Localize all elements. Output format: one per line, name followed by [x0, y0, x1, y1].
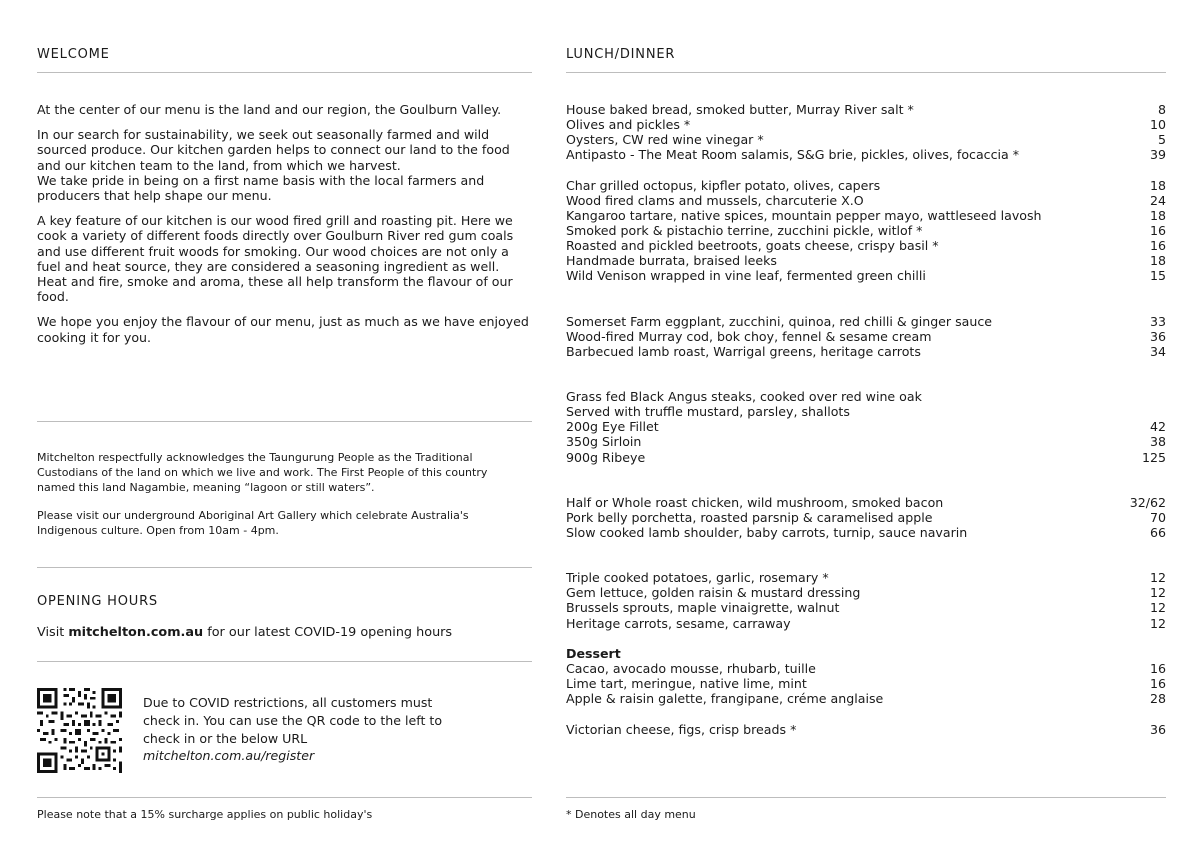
item-price: 16: [1149, 660, 1166, 676]
item-name: House baked bread, smoked butter, Murray River salt *: [566, 102, 914, 117]
menu-item: [566, 495, 1166, 510]
item-price: 8: [1157, 102, 1166, 117]
item-price: 36: [1149, 328, 1166, 344]
menu-item: [566, 585, 1166, 600]
item-name: 350g Sirloin: [566, 434, 642, 450]
item-name: Gem lettuce, golden raisin & mustard dressing: [566, 585, 861, 601]
item-name: Somerset Farm eggplant, zucchini, quinoa, red chilli & ginger sauce: [566, 313, 993, 329]
item-name: Wood-fired Murray cod, bok choy, fennel & sesame cream: [566, 328, 932, 344]
acknowledgement-text: Mitchelton respectfully acknowledges the Taungurung People as the Traditional Custodians of the land on which we live and work. The First People of this country named this land Nagambie, meaning “lagoon or still waters”.: [37, 451, 488, 494]
gallery-text: Please visit our underground Aboriginal Art Gallery which celebrate Australia's Indigenous culture. Open from 10am - 4pm.: [37, 509, 469, 538]
menu-item: [566, 661, 1166, 676]
menu-item: [566, 132, 1166, 147]
menu-group-starters: [566, 102, 1166, 163]
menu-item: [566, 570, 1166, 585]
menu-item: [566, 616, 1166, 631]
divider: [37, 567, 532, 568]
item-price: 33: [1149, 313, 1166, 329]
item-name: Smoked pork & pistachio terrine, zucchini pickle, witlof *: [566, 222, 923, 238]
item-name: Heritage carrots, sesame, carraway: [566, 615, 791, 631]
item-name: Pork belly porchetta, roasted parsnip & caramelised apple: [566, 509, 933, 525]
menu-item: [566, 329, 1166, 344]
welcome-text: [37, 102, 532, 355]
menu-item: [566, 208, 1166, 223]
item-price: 18: [1149, 177, 1166, 193]
item-price: 12: [1149, 615, 1166, 631]
item-name: Char grilled octopus, kipfler potato, olives, capers: [566, 177, 881, 193]
menu-group-small-plates: [566, 178, 1166, 284]
item-price: 15: [1149, 268, 1166, 284]
menu-list: [566, 102, 1166, 737]
menu-group-steaks: [566, 389, 1166, 465]
hours-prefix: Visit: [37, 625, 69, 640]
acknowledgement: [37, 451, 517, 553]
item-price: 12: [1149, 585, 1166, 601]
menu-item: [566, 510, 1166, 525]
item-name: 900g Ribeye: [566, 449, 646, 465]
welcome-paragraph: In our search for sustainability, we seek out seasonally farmed and wild sourced produce. Our kitchen garden helps to connect our land to the food and our kitchen team to the land, from which we harvest. We take pride in being on a first name basis with the local farmers and producers that help shape our menu.: [37, 127, 510, 204]
menu-item: [566, 344, 1166, 359]
menu-item: [566, 223, 1166, 238]
steaks-intro: Served with truffle mustard, parsley, shallots: [566, 404, 850, 420]
item-price: 34: [1149, 343, 1166, 359]
menu-item: [566, 253, 1166, 268]
welcome-paragraph: We hope you enjoy the flavour of our menu, just as much as we have enjoyed cooking it for you.: [37, 314, 529, 345]
item-price: 28: [1149, 691, 1166, 707]
item-price: 42: [1149, 419, 1166, 435]
item-name: Cacao, avocado mousse, rhubarb, tuille: [566, 660, 816, 676]
item-price: 16: [1149, 675, 1166, 691]
divider: [37, 661, 532, 662]
item-name: Lime tart, meringue, native lime, mint: [566, 675, 807, 691]
welcome-paragraph: A key feature of our kitchen is our wood fired grill and roasting pit. Here we cook a variety of different foods directly over Goulburn River red gum coals and use different fruit woods for smoking. Our wood choices are not only a fuel and heat source, they are considered a seasoning ingredient as well. Heat and fire, smoke and aroma, these all help transform the flavour of our food.: [37, 213, 514, 305]
item-price: 16: [1149, 222, 1166, 238]
item-price: 12: [1149, 570, 1166, 586]
menu-item: [566, 193, 1166, 208]
menu-item: [566, 691, 1166, 706]
opening-hours-line: [37, 625, 452, 640]
item-name: Slow cooked lamb shoulder, baby carrots, turnip, sauce navarin: [566, 524, 968, 540]
website-link[interactable]: mitchelton.com.au: [68, 625, 204, 640]
item-name: Apple & raisin galette, frangipane, créme anglaise: [566, 691, 884, 707]
divider: [37, 72, 532, 73]
menu-group-sides: [566, 570, 1166, 631]
register-link[interactable]: mitchelton.com.au/register: [143, 748, 315, 764]
item-price: 32/62: [1129, 494, 1166, 510]
welcome-heading: WELCOME: [37, 47, 110, 62]
item-price: 10: [1149, 117, 1166, 133]
item-price: 125: [1141, 449, 1166, 465]
steaks-intro: Grass fed Black Angus steaks, cooked over red wine oak: [566, 388, 922, 404]
item-price: 39: [1149, 147, 1166, 163]
item-name: Olives and pickles *: [566, 117, 691, 133]
menu-item: [566, 525, 1166, 540]
item-name: Antipasto - The Meat Room salamis, S&G brie, pickles, olives, focaccia *: [566, 147, 1020, 163]
item-price: 18: [1149, 253, 1166, 269]
menu-item: [566, 117, 1166, 132]
menu-item: [566, 450, 1166, 465]
menu-item: [566, 178, 1166, 193]
covid-checkin-notice: [143, 694, 443, 765]
qr-code-icon[interactable]: [37, 688, 122, 773]
item-price: 5: [1157, 132, 1166, 148]
menu-item: [566, 238, 1166, 253]
menu-group-mains: [566, 314, 1166, 359]
menu-group-cheese: [566, 722, 1166, 737]
menu-item: [566, 722, 1166, 737]
item-name: Victorian cheese, figs, crisp breads *: [566, 722, 797, 738]
menu-group-share-mains: [566, 495, 1166, 540]
menu-item: [566, 600, 1166, 615]
item-price: 38: [1149, 434, 1166, 450]
menu-group-dessert: [566, 646, 1166, 707]
item-name: Handmade burrata, braised leeks: [566, 253, 777, 269]
menu-heading: LUNCH/DINNER: [566, 47, 676, 62]
item-name: Triple cooked potatoes, garlic, rosemary *: [566, 570, 829, 586]
item-name: Wood fired clams and mussels, charcuterie X.O: [566, 192, 864, 208]
menu-item: [566, 419, 1166, 434]
opening-hours-heading: OPENING HOURS: [37, 594, 158, 609]
menu-item: [566, 314, 1166, 329]
menu-item: [566, 434, 1166, 449]
covid-text: Due to COVID restrictions, all customers must check in. You can use the QR code to the left to check in or the below URL: [143, 695, 443, 746]
item-name: Brussels sprouts, maple vinaigrette, walnut: [566, 600, 840, 616]
item-name: Oysters, CW red wine vinegar *: [566, 132, 764, 148]
menu-item: [566, 676, 1166, 691]
hours-suffix: for our latest COVID-19 opening hours: [203, 625, 453, 640]
menu-item: [566, 147, 1166, 162]
item-name: Half or Whole roast chicken, wild mushroom, smoked bacon: [566, 494, 944, 510]
item-name: Roasted and pickled beetroots, goats cheese, crispy basil *: [566, 238, 939, 254]
divider: [37, 421, 532, 422]
item-price: 24: [1149, 192, 1166, 208]
item-price: 16: [1149, 238, 1166, 254]
welcome-paragraph: At the center of our menu is the land and our region, the Goulburn Valley.: [37, 102, 502, 117]
menu-item: [566, 268, 1166, 283]
item-name: Kangaroo tartare, native spices, mountain pepper mayo, wattleseed lavosh: [566, 207, 1042, 223]
divider: [566, 797, 1166, 798]
item-name: Barbecued lamb roast, Warrigal greens, heritage carrots: [566, 343, 921, 359]
item-price: 66: [1149, 524, 1166, 540]
menu-item: [566, 102, 1166, 117]
all-day-menu-note: * Denotes all day menu: [566, 808, 696, 821]
item-name: 200g Eye Fillet: [566, 419, 659, 435]
item-price: 18: [1149, 207, 1166, 223]
dessert-heading: Dessert: [566, 645, 621, 661]
divider: [566, 72, 1166, 73]
item-price: 36: [1149, 722, 1166, 738]
surcharge-note: Please note that a 15% surcharge applies on public holiday's: [37, 808, 373, 821]
item-price: 12: [1149, 600, 1166, 616]
item-price: 70: [1149, 509, 1166, 525]
item-name: Wild Venison wrapped in vine leaf, fermented green chilli: [566, 268, 926, 284]
divider: [37, 797, 532, 798]
